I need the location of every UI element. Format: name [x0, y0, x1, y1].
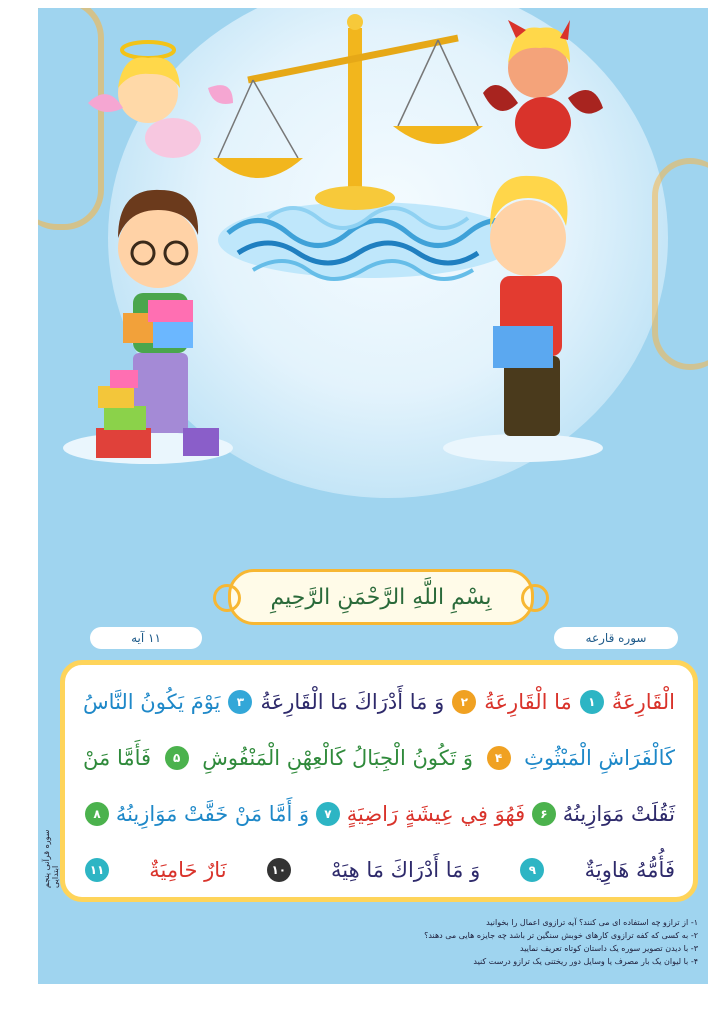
- devil-illustration: [483, 20, 603, 149]
- verse-number: ۸: [85, 802, 109, 826]
- verse-line-4: [83, 847, 675, 893]
- ayah-count-label: ۱۱ آیه: [90, 627, 202, 649]
- basmala-banner: [228, 569, 534, 625]
- verse-line-3: [83, 791, 675, 837]
- question-item: ۱- از ترازو چه استفاده ای می کنند؟ آیه ترازوی اعمال را بخوانید: [486, 918, 698, 927]
- verse-text: ثَقُلَتْ مَوَازِينُهُ: [562, 802, 675, 826]
- verse-number: ۳: [228, 690, 252, 714]
- verse-number: ۹: [520, 858, 544, 882]
- page: [38, 8, 708, 984]
- question-item: ۴- با لیوان یک بار مصرف یا وسایل دور ریختنی یک ترازو درست کنید: [473, 957, 698, 966]
- verse-text: مَا الْقَارِعَةُ: [484, 690, 572, 714]
- verse-text: وَ تَكُونُ الْجِبَالُ كَالْعِهْنِ الْمَنْفُوشِ: [202, 746, 473, 770]
- scale-illustration: [213, 14, 483, 210]
- verse-line-1: [83, 679, 675, 725]
- verse-text: وَ مَا أَدْرَاكَ مَا الْقَارِعَةُ: [260, 690, 445, 714]
- verse-number: ۴: [487, 746, 511, 770]
- basmala-text: بِسْمِ اللَّهِ الرَّحْمَنِ الرَّحِيمِ: [270, 584, 492, 610]
- verse-text: فَأُمُّهُ هَاوِيَةٌ: [584, 858, 675, 882]
- verse-text: وَ أَمَّا مَنْ خَفَّتْ مَوَازِينُهُ: [115, 802, 310, 826]
- verse-text: كَالْفَرَاشِ الْمَبْثُوثِ: [524, 746, 675, 770]
- question-item: ۳- با دیدن تصویر سوره یک داستان کوتاه تعریف نمایید: [520, 944, 698, 953]
- surah-name-label: سوره قارعه: [554, 627, 678, 649]
- banner-curl-right: [521, 584, 549, 612]
- verse-line-2: [83, 735, 675, 781]
- illustration-scale-scene: [38, 8, 708, 478]
- question-item: ۲- به کسی که کفه ترازوی کارهای خوبش سنگین تر باشد چه جایزه هایی می دهند؟: [424, 931, 698, 940]
- verse-number: ۱۱: [85, 858, 109, 882]
- waves-illustration: [218, 202, 528, 279]
- verse-number: ۱۰: [267, 858, 291, 882]
- verse-number: ۶: [532, 802, 556, 826]
- verse-number: ۷: [316, 802, 340, 826]
- verse-text: الْقَارِعَةُ: [611, 690, 675, 714]
- verse-text: فَأَمَّا مَنْ: [83, 746, 152, 770]
- verse-number: ۱: [580, 690, 604, 714]
- verse-text: يَوْمَ يَكُونُ النَّاسُ: [83, 690, 221, 714]
- verse-text: وَ مَا أَدْرَاكَ مَا هِيَهْ: [330, 858, 481, 882]
- banner-curl-left: [213, 584, 241, 612]
- verse-number: ۵: [165, 746, 189, 770]
- verse-text: فَهُوَ فِي عِيشَةٍ رَاضِيَةٍ: [346, 802, 526, 826]
- questions-list: [278, 916, 698, 968]
- verse-number: ۲: [452, 690, 476, 714]
- verses-panel: [60, 660, 698, 902]
- verse-text: نَارٌ حَامِيَةٌ: [149, 858, 227, 882]
- boy-with-gifts-illustration: [63, 190, 233, 464]
- side-note: سوره قرآنی پنجم ابتدایی: [42, 829, 60, 888]
- angel-illustration: [88, 42, 233, 158]
